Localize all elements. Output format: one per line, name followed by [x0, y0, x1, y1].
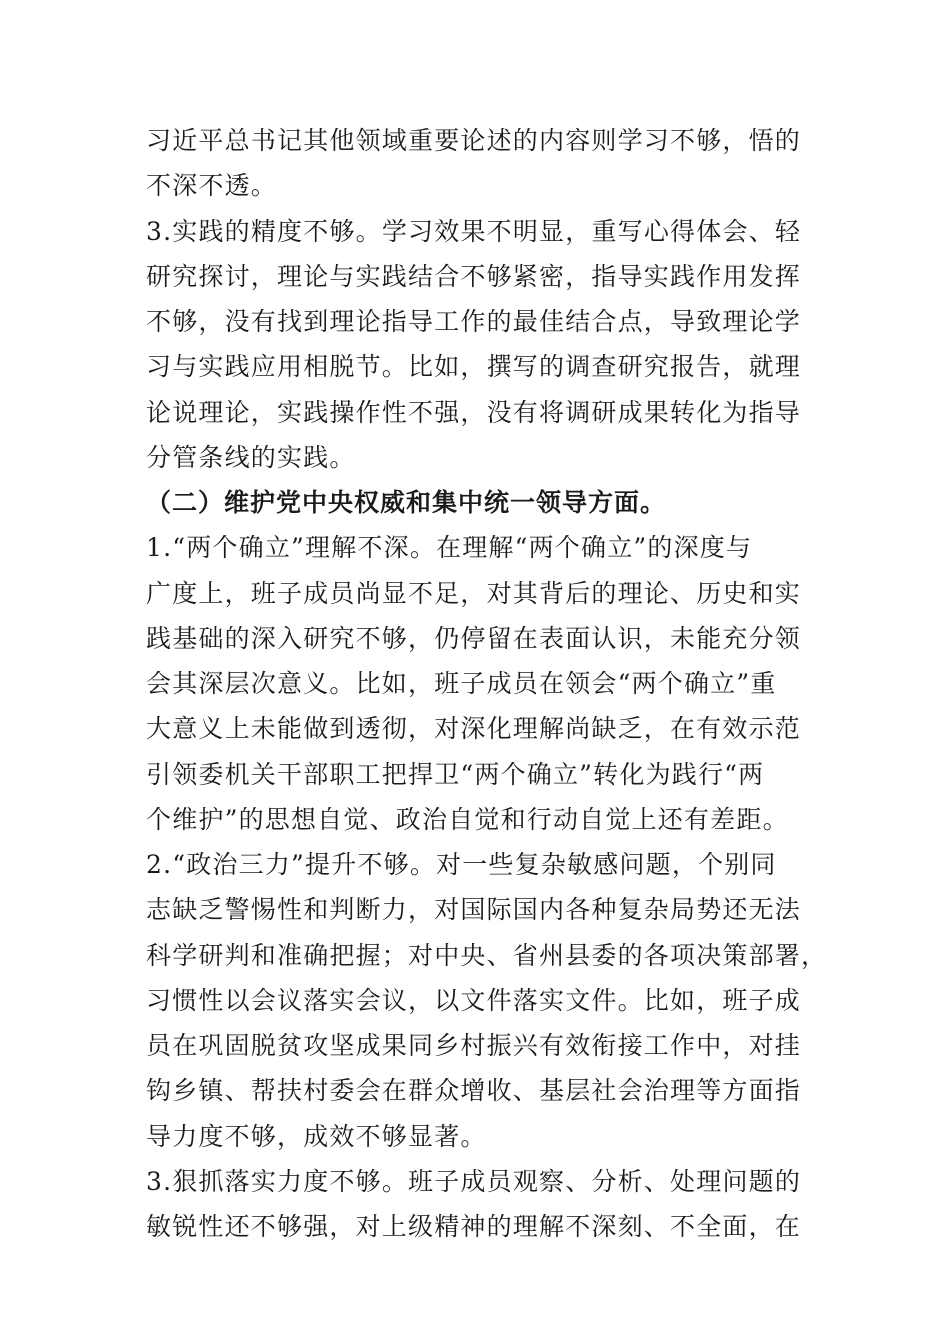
- text-line: 习与实践应用相脱节。比如，撰写的调查研究报告，就理: [146, 352, 802, 382]
- text-line: 大意义上未能做到透彻，对深化理解尚缺乏，在有效示范: [146, 714, 802, 744]
- text-line: 敏锐性还不够强，对上级精神的理解不深刻、不全面，在: [146, 1212, 802, 1241]
- text-line: 不深不透。: [146, 171, 278, 201]
- text-line: 广度上，班子成员尚显不足，对其背后的理论、历史和实: [146, 578, 802, 608]
- text-line: 引领委机关干部职工把捍卫“两个确立”转化为践行“两: [146, 759, 765, 789]
- text-line: 导力度不够，成效不够显著。: [146, 1121, 487, 1151]
- text-line: 1.“两个确立”理解不深。在理解“两个确立”的深度与: [146, 533, 753, 563]
- text-line: 会其深层次意义。比如，班子成员在领会“两个确立”重: [146, 669, 777, 698]
- text-line: 3.狠抓落实力度不够。班子成员观察、分析、处理问题的: [146, 1166, 802, 1196]
- text-line: 钩乡镇、帮扶村委会在群众增收、基层社会治理等方面指: [146, 1076, 802, 1106]
- text-line: 志缺乏警惕性和判断力，对国际国内各种复杂局势还无法: [146, 895, 802, 925]
- text-line: 科学研判和准确把握；对中央、省州县委的各项决策部署，: [146, 940, 828, 970]
- text-line: 习惯性以会议落实会议，以文件落实文件。比如，班子成: [146, 985, 802, 1015]
- document-body: [146, 118, 828, 1249]
- text-line: 2.“政治三力”提升不够。对一些复杂敏感问题，个别同: [146, 850, 777, 879]
- text-line: 论说理论，实践操作性不强，没有将调研成果转化为指导: [146, 397, 802, 427]
- text-line: 员在巩固脱贫攻坚成果同乡村振兴有效衔接工作中，对挂: [146, 1031, 802, 1060]
- text-line: 分管条线的实践。: [146, 442, 356, 472]
- section-heading: （二）维护党中央权威和集中统一领导方面。: [146, 488, 667, 517]
- text-line: 3.实践的精度不够。学习效果不明显，重写心得体会、轻: [146, 216, 802, 246]
- text-line: 研究探讨，理论与实践结合不够紧密，指导实践作用发挥: [146, 261, 802, 291]
- text-line: 践基础的深入研究不够，仍停留在表面认识，未能充分领: [146, 623, 802, 653]
- text-line: 个维护”的思想自觉、政治自觉和行动自觉上还有差距。: [146, 804, 789, 834]
- text-line: 习近平总书记其他领域重要论述的内容则学习不够，悟的: [146, 126, 802, 155]
- text-line: 不够，没有找到理论指导工作的最佳结合点，导致理论学: [146, 307, 802, 336]
